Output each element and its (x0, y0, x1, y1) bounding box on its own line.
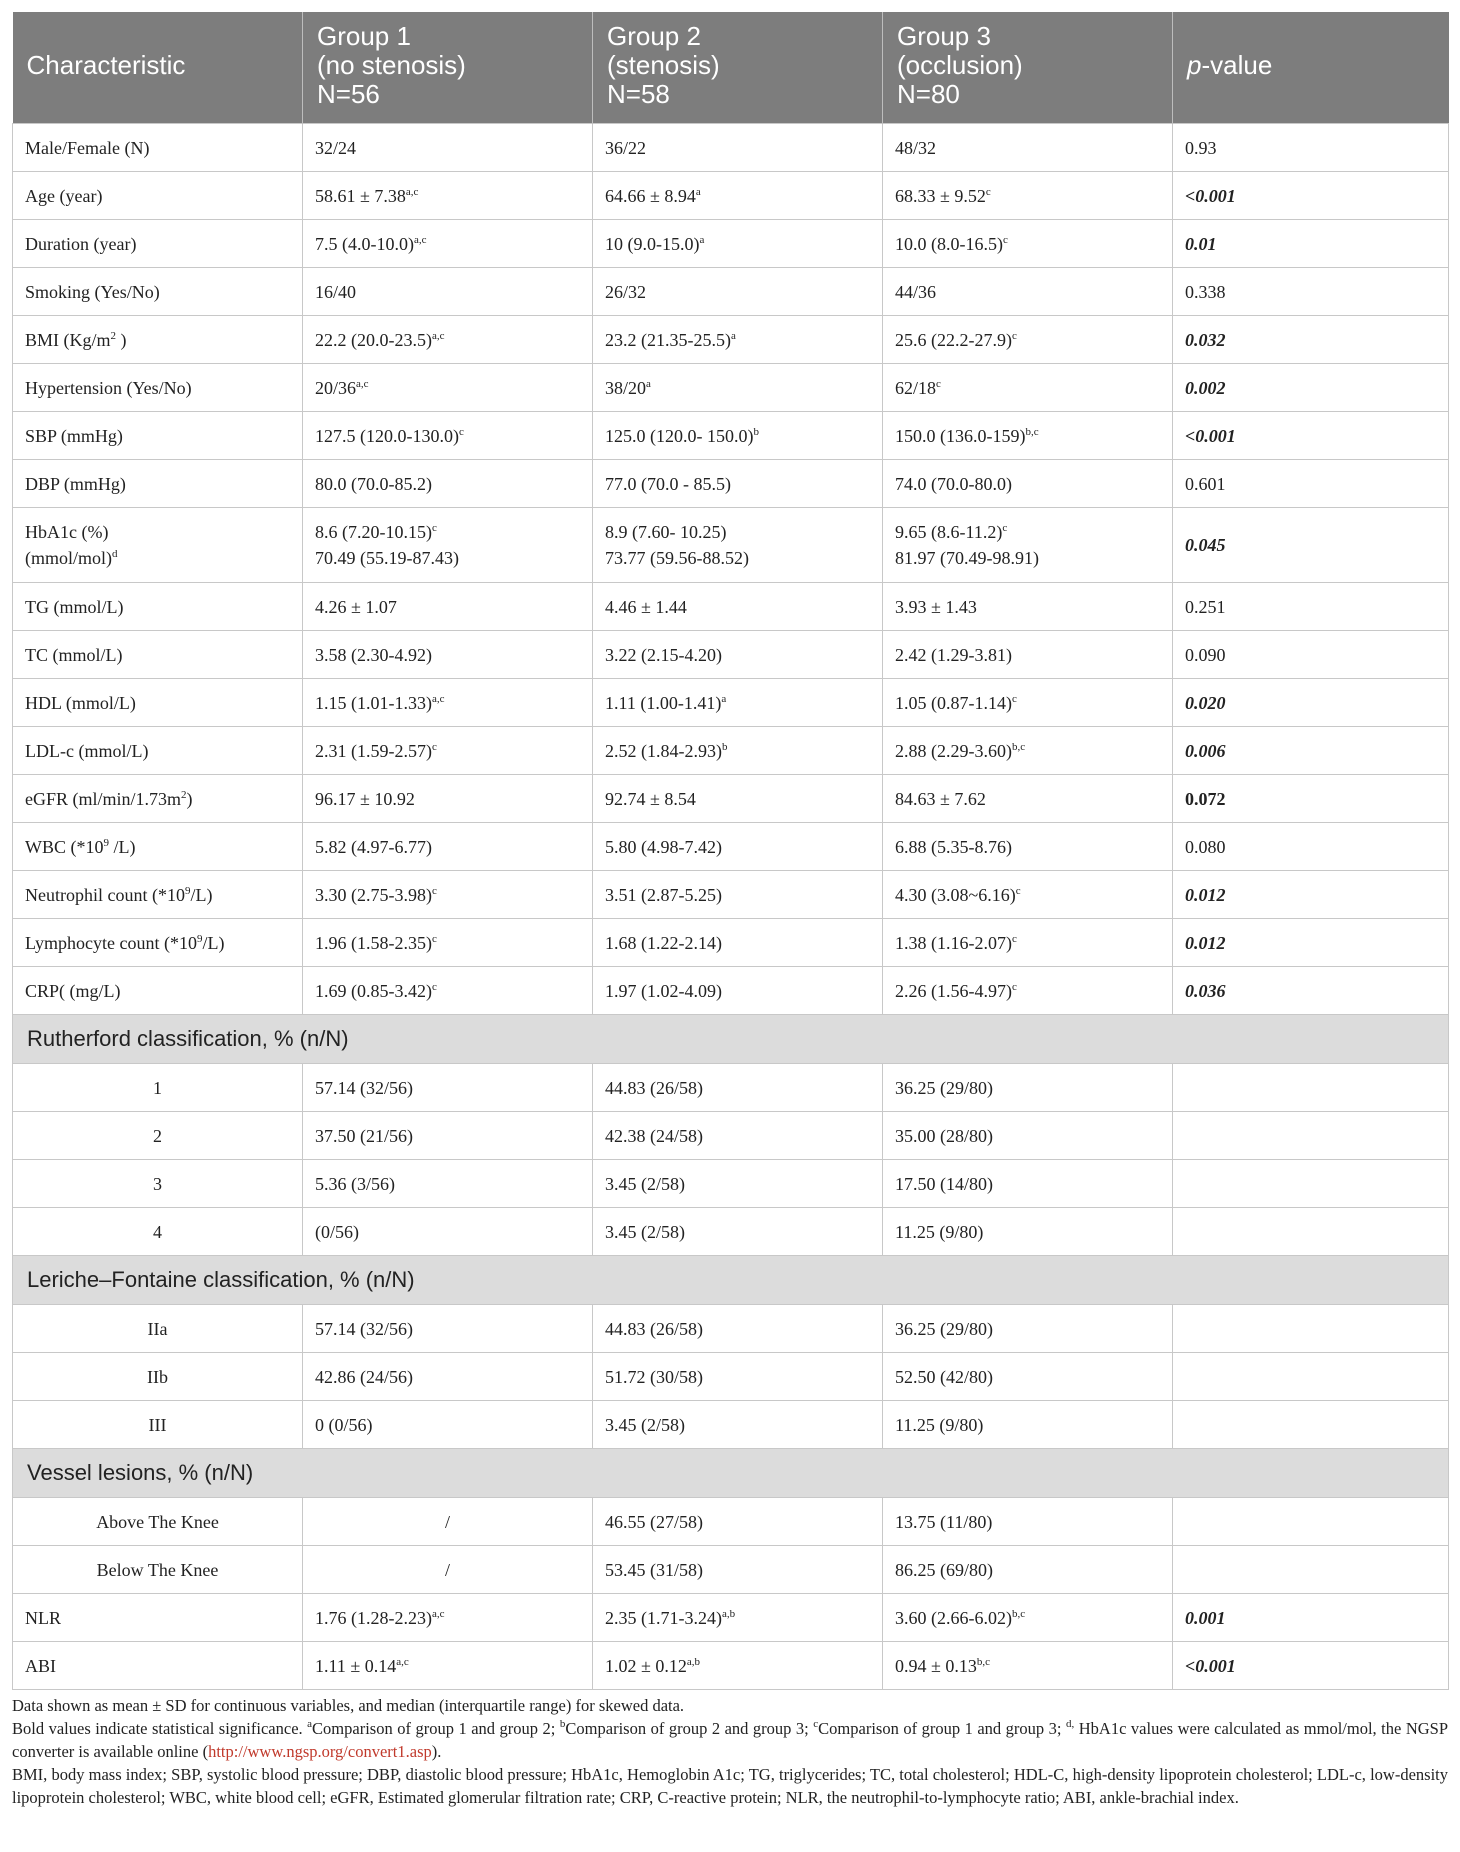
group1-value: 7.5 $(4.0-10.0)^{a,c}$ (303, 220, 593, 268)
p-value (1173, 1353, 1449, 1401)
row-label: HbA1c (%) (mmol/mol)$^d$ (13, 508, 303, 583)
section-header (13, 1449, 1449, 1498)
p-value: 0.072 (1173, 775, 1449, 823)
header-pvalue: p-value (1173, 12, 1449, 124)
row-label: 3 (13, 1160, 303, 1208)
p-value: 0.01 (1173, 220, 1449, 268)
group1-value: 1.69 $(0.85-3.42)^c$ (303, 967, 593, 1015)
row-label: TC (mmol/L) (13, 631, 303, 679)
group2-value: 3.45 (2/58) (593, 1401, 883, 1449)
group3-value: 6.88 (5.35-8.76) (883, 823, 1173, 871)
row-label: IIb (13, 1353, 303, 1401)
row-label: LDL-c (mmol/L) (13, 727, 303, 775)
footnote-2: Bold values indicate statistical significance. $^a$Comparison of group 1 and group 2; $^b$Comparison of group 2 and group 3; $^c$Comparison of group 1 and group 3; $^{d,}$ HbA1c values were calculated as mmol/mol, the NGSP converter is available online (http://www.ngsp.org/convert1.asp). (12, 1718, 1449, 1761)
group1-value: 42.86 (24/56) (303, 1353, 593, 1401)
table-row (13, 1305, 1449, 1353)
p-value: 0.020 (1173, 679, 1449, 727)
table-row (13, 172, 1449, 220)
group3-value: 25.6 $(22.2-27.9)^c$ (883, 316, 1173, 364)
group2-value: 44.83 (26/58) (593, 1305, 883, 1353)
group2-value: 77.0 (70.0 - 85.5) (593, 460, 883, 508)
p-value (1173, 1401, 1449, 1449)
p-value: 0.045 (1173, 508, 1449, 583)
table-row (13, 727, 1449, 775)
group3-value: 62/18$^c$ (883, 364, 1173, 412)
group3-value: 11.25 (9/80) (883, 1401, 1173, 1449)
header-group1: Group 1 (no stenosis) N=56 (303, 12, 593, 124)
table-row (13, 1353, 1449, 1401)
row-label: 2 (13, 1112, 303, 1160)
group3-value: 36.25 (29/80) (883, 1064, 1173, 1112)
p-value: 0.012 (1173, 919, 1449, 967)
table-row (13, 775, 1449, 823)
table-row (13, 967, 1449, 1015)
group3-value: 150.0 $(136.0-159)^{b,c}$ (883, 412, 1173, 460)
group1-value: 96.17 ± 10.92 (303, 775, 593, 823)
table-row (13, 1594, 1449, 1642)
group2-value: 53.45 (31/58) (593, 1546, 883, 1594)
row-label: 1 (13, 1064, 303, 1112)
group1-value: 1.96 $(1.58-2.35)^c$ (303, 919, 593, 967)
group1-value: 2.31 $(1.59-2.57)^c$ (303, 727, 593, 775)
p-value (1173, 1208, 1449, 1256)
group2-value: 2.52 $(1.84-2.93)^b$ (593, 727, 883, 775)
group3-value: 3.93 ± 1.43 (883, 583, 1173, 631)
table-row (13, 124, 1449, 172)
group3-value: 3.60 $(2.66-6.02)^{b,c}$ (883, 1594, 1173, 1642)
p-value (1173, 1112, 1449, 1160)
p-value: 0.338 (1173, 268, 1449, 316)
group2-value: 2.35 $(1.71-3.24)^{a,b}$ (593, 1594, 883, 1642)
row-label: Hypertension (Yes/No) (13, 364, 303, 412)
group3-value: 1.05 $(0.87-1.14)^c$ (883, 679, 1173, 727)
p-value: 0.93 (1173, 124, 1449, 172)
section-title: Rutherford classification, % (n/N) (13, 1015, 1449, 1064)
row-label: Male/Female (N) (13, 124, 303, 172)
p-value (1173, 1498, 1449, 1546)
group1-value: $1.11 \pm 0.14^{a,c}$ (303, 1642, 593, 1690)
group1-value: 127.5 $(120.0-130.0)^c$ (303, 412, 593, 460)
table-row (13, 1546, 1449, 1594)
group3-value: $0.94 \pm 0.13^{b,c}$ (883, 1642, 1173, 1690)
group3-value: 68.33 ± 9.52$^c$ (883, 172, 1173, 220)
group1-value: 5.36 (3/56) (303, 1160, 593, 1208)
table-row (13, 412, 1449, 460)
ngsp-converter-link[interactable]: http://www.ngsp.org/convert1.asp (208, 1742, 432, 1761)
group2-value: 8.9 (7.60- 10.25) 73.77 (59.56-88.52) (593, 508, 883, 583)
table-container (12, 12, 1448, 1809)
row-label: Age (year) (13, 172, 303, 220)
p-value: 0.601 (1173, 460, 1449, 508)
group3-value: 11.25 (9/80) (883, 1208, 1173, 1256)
group2-value: 38/20$^a$ (593, 364, 883, 412)
group1-value: 1.15 $(1.01-1.33)^{a,c}$ (303, 679, 593, 727)
row-label: IIa (13, 1305, 303, 1353)
row-label: Smoking (Yes/No) (13, 268, 303, 316)
p-value: 0.251 (1173, 583, 1449, 631)
row-label: Lymphocyte count $(*10^9/L)$ (13, 919, 303, 967)
section-header (13, 1015, 1449, 1064)
p-value: 0.080 (1173, 823, 1449, 871)
group1-value: 8.6 $(7.20-10.15)^c$ 70.49 (55.19-87.43) (303, 508, 593, 583)
group1-value: 37.50 (21/56) (303, 1112, 593, 1160)
row-label: Below The Knee (13, 1546, 303, 1594)
header-group3: Group 3 (occlusion) N=80 (883, 12, 1173, 124)
table-row (13, 871, 1449, 919)
p-value (1173, 1160, 1449, 1208)
p-value: 0.001 (1173, 1594, 1449, 1642)
header-row (13, 12, 1449, 124)
row-label: CRP( (mg/L) (13, 967, 303, 1015)
table-row (13, 268, 1449, 316)
table-row (13, 679, 1449, 727)
p-value: <0.001 (1173, 1642, 1449, 1690)
group2-value: 3.45 (2/58) (593, 1160, 883, 1208)
group2-value: 51.72 (30/58) (593, 1353, 883, 1401)
group1-value: 57.14 (32/56) (303, 1305, 593, 1353)
row-label: Duration (year) (13, 220, 303, 268)
p-value: 0.012 (1173, 871, 1449, 919)
group2-value: 3.22 (2.15-4.20) (593, 631, 883, 679)
table-footnotes (12, 1694, 1448, 1809)
table-row (13, 460, 1449, 508)
group2-value: 4.46 ± 1.44 (593, 583, 883, 631)
section-header (13, 1256, 1449, 1305)
group1-value: 22.2 $(20.0-23.5)^{a,c}$ (303, 316, 593, 364)
table-row (13, 919, 1449, 967)
table-row (13, 823, 1449, 871)
table-row (13, 1401, 1449, 1449)
row-label: Above The Knee (13, 1498, 303, 1546)
group1-value: 3.30 $(2.75-3.98)^c$ (303, 871, 593, 919)
group2-value: 26/32 (593, 268, 883, 316)
table-row (13, 1208, 1449, 1256)
group3-value: 1.38 $(1.16-2.07)^c$ (883, 919, 1173, 967)
p-value: <0.001 (1173, 172, 1449, 220)
row-label: eGFR $(ml/\min/1.73m^2)$ (13, 775, 303, 823)
group2-value: 3.51 (2.87-5.25) (593, 871, 883, 919)
group3-value: 74.0 (70.0-80.0) (883, 460, 1173, 508)
group1-value: / (303, 1546, 593, 1594)
group2-value: 42.38 (24/58) (593, 1112, 883, 1160)
section-title: Leriche–Fontaine classification, % (n/N) (13, 1256, 1449, 1305)
group3-value: 2.26 $(1.56-4.97)^c$ (883, 967, 1173, 1015)
row-label: ABI (13, 1642, 303, 1690)
table-row (13, 583, 1449, 631)
group1-value: 5.82 (4.97-6.77) (303, 823, 593, 871)
p-value (1173, 1064, 1449, 1112)
group3-value: 44/36 (883, 268, 1173, 316)
row-label: 4 (13, 1208, 303, 1256)
section-title: Vessel lesions, % (n/N) (13, 1449, 1449, 1498)
row-label: III (13, 1401, 303, 1449)
row-label: Neutrophil count $(*10^9/L)$ (13, 871, 303, 919)
group2-value: 10 $(9.0-15.0)^a$ (593, 220, 883, 268)
footnote-3: BMI, body mass index; SBP, systolic blood pressure; DBP, diastolic blood pressure; HbA1c, Hemoglobin A1c; TG, triglycerides; TC, total cholesterol; HDL-C, high-density lipoprotein cholesterol; LDL-c, low-density lipoprotein cholesterol; WBC, white blood cell; eGFR, Estimated glomerular filtration rate; CRP, C-reactive protein; NLR, the neutrophil-to-lymphocyte ratio; ABI, ankle-brachial index. (12, 1765, 1448, 1807)
group3-value: 2.88 $(2.29-3.60)^{b,c}$ (883, 727, 1173, 775)
group2-value: $1.02 \pm 0.12^{a,b}$ (593, 1642, 883, 1690)
group3-value: 84.63 ± 7.62 (883, 775, 1173, 823)
characteristics-table (12, 12, 1449, 1690)
table-row (13, 316, 1449, 364)
row-label: DBP (mmHg) (13, 460, 303, 508)
group1-value: 16/40 (303, 268, 593, 316)
footnote-1: Data shown as mean ± SD for continuous variables, and median (interquartile range) for skewed data. (12, 1696, 685, 1715)
group3-value: 10.0 $(8.0-16.5)^c$ (883, 220, 1173, 268)
group1-value: (0/56) (303, 1208, 593, 1256)
header-characteristic: Characteristic (13, 12, 303, 124)
group3-value: 86.25 (69/80) (883, 1546, 1173, 1594)
group1-value: / (303, 1498, 593, 1546)
group2-value: 36/22 (593, 124, 883, 172)
group2-value: 1.68 (1.22-2.14) (593, 919, 883, 967)
group3-value: 17.50 (14/80) (883, 1160, 1173, 1208)
p-value: 0.006 (1173, 727, 1449, 775)
group3-value: 4.30 (3.08~6.16)$^c$ (883, 871, 1173, 919)
p-value: <0.001 (1173, 412, 1449, 460)
group3-value: 36.25 (29/80) (883, 1305, 1173, 1353)
group1-value: $58.61 \pm 7.38^{a,c}$ (303, 172, 593, 220)
group2-value: 1.11 $(1.00-1.41)^a$ (593, 679, 883, 727)
group3-value: 35.00 (28/80) (883, 1112, 1173, 1160)
p-value: 0.036 (1173, 967, 1449, 1015)
table-row (13, 1498, 1449, 1546)
row-label: NLR (13, 1594, 303, 1642)
p-value: 0.090 (1173, 631, 1449, 679)
p-value: 0.032 (1173, 316, 1449, 364)
table-row (13, 1112, 1449, 1160)
row-label: TG (mmol/L) (13, 583, 303, 631)
table-row (13, 220, 1449, 268)
group3-value: 52.50 (42/80) (883, 1353, 1173, 1401)
row-label: BMI ($Kg/m^2$ ) (13, 316, 303, 364)
group2-value: 125.0 (120.0- 150.0)$^b$ (593, 412, 883, 460)
group2-value: 3.45 (2/58) (593, 1208, 883, 1256)
group1-value: 0 (0/56) (303, 1401, 593, 1449)
group2-value: 92.74 ± 8.54 (593, 775, 883, 823)
p-value: 0.002 (1173, 364, 1449, 412)
group2-value: 1.97 (1.02-4.09) (593, 967, 883, 1015)
group2-value: 44.83 (26/58) (593, 1064, 883, 1112)
group1-value: 57.14 (32/56) (303, 1064, 593, 1112)
row-label: SBP (mmHg) (13, 412, 303, 460)
group2-value: 64.66 ± 8.94$^a$ (593, 172, 883, 220)
group1-value: 1.76 $(1.28-2.23)^{a,c}$ (303, 1594, 593, 1642)
p-value (1173, 1546, 1449, 1594)
group2-value: 23.2 $(21.35-25.5)^a$ (593, 316, 883, 364)
table-row (13, 1064, 1449, 1112)
group3-value: 2.42 (1.29-3.81) (883, 631, 1173, 679)
row-label: HDL (mmol/L) (13, 679, 303, 727)
group3-value: 13.75 (11/80) (883, 1498, 1173, 1546)
group3-value: 9.65 $(8.6-11.2)^c$ 81.97 (70.49-98.91) (883, 508, 1173, 583)
group3-value: 48/32 (883, 124, 1173, 172)
table-row (13, 631, 1449, 679)
group1-value: 20/36$^{a,c}$ (303, 364, 593, 412)
group1-value: 80.0 (70.0-85.2) (303, 460, 593, 508)
group1-value: 4.26 ± 1.07 (303, 583, 593, 631)
group1-value: 3.58 (2.30-4.92) (303, 631, 593, 679)
table-row (13, 1160, 1449, 1208)
p-value (1173, 1305, 1449, 1353)
row-label: WBC ($*10^9$ /L) (13, 823, 303, 871)
table-row (13, 1642, 1449, 1690)
group1-value: 32/24 (303, 124, 593, 172)
group2-value: 5.80 (4.98-7.42) (593, 823, 883, 871)
table-row (13, 364, 1449, 412)
group2-value: 46.55 (27/58) (593, 1498, 883, 1546)
header-group2: Group 2 (stenosis) N=58 (593, 12, 883, 124)
table-row (13, 508, 1449, 583)
